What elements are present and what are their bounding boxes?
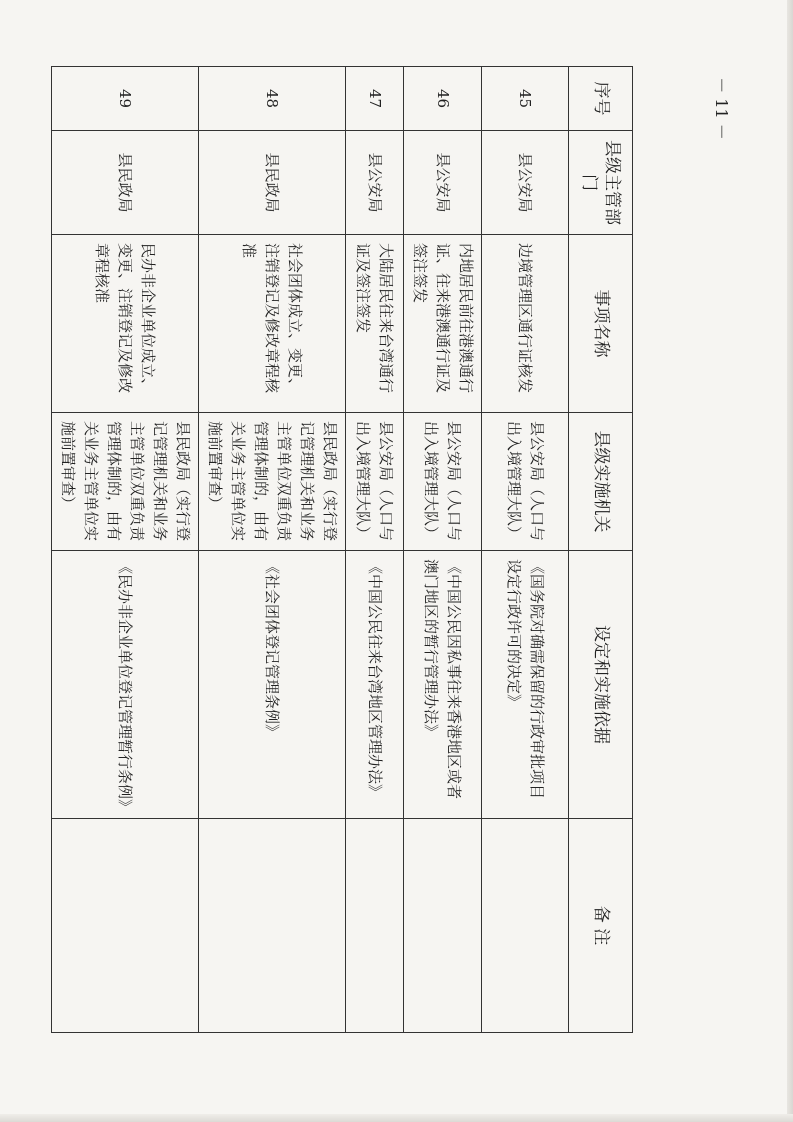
page-bottom-shadow [0,1114,793,1122]
cell-seq: 45 [482,67,569,131]
cell-seq: 49 [52,67,199,131]
cell-dept: 县民政局 [199,131,346,235]
cell-dept: 县公安局 [482,131,569,235]
approval-items-table [51,66,633,1033]
rotated-table-container [59,66,633,1032]
cell-note [346,819,404,1033]
cell-agency: 县公安局（人口与出入境管理大队） [404,413,482,551]
table-row [482,67,569,1033]
cell-item: 边境管理区通行证核发 [482,235,569,413]
cell-item: 内地居民前往港澳通行证、往来港澳通行证及签注签发 [404,235,482,413]
cell-agency: 县公安局（人口与出入境管理大队） [482,413,569,551]
header-note: 备 注 [569,819,633,1033]
cell-dept: 县公安局 [346,131,404,235]
cell-agency: 县民政局（实行登记管理机关和业务主管单位双重负责管理体制的，由有关业务主管单位实施前置审查） [52,413,199,551]
cell-item: 大陆居民往来台湾通行证及签注签发 [346,235,404,413]
page-number-text: － 11 － [711,76,731,140]
header-agency: 县级实施机关 [569,413,633,551]
table-row [52,67,199,1033]
cell-basis: 《中国公民往来台湾地区管理办法》 [346,551,404,819]
cell-basis: 《中国公民因私事往来香港地区或者澳门地区的暂行管理办法》 [404,551,482,819]
cell-seq: 46 [404,67,482,131]
header-basis: 设定和实施依据 [569,551,633,819]
cell-seq: 47 [346,67,404,131]
table-row [404,67,482,1033]
cell-note [404,819,482,1033]
table-row [199,67,346,1033]
cell-basis: 《社会团体登记管理条例》 [199,551,346,819]
page-number [712,78,732,138]
cell-basis: 《国务院对确需保留的行政审批项目设定行政许可的决定》 [482,551,569,819]
cell-note [52,819,199,1033]
cell-item: 民办非企业单位成立、变更、注销登记及修改章程核准 [52,235,199,413]
cell-dept: 县民政局 [52,131,199,235]
table-row [346,67,404,1033]
cell-item: 社会团体成立、变更、注销登记及修改章程核准 [199,235,346,413]
cell-note [482,819,569,1033]
cell-note [199,819,346,1033]
header-item: 事项名称 [569,235,633,413]
table-header-row [569,67,633,1033]
header-dept: 县级主管部门 [569,131,633,235]
cell-dept: 县公安局 [404,131,482,235]
cell-agency: 县民政局（实行登记管理机关和业务主管单位双重负责管理体制的，由有关业务主管单位实施前置审查） [199,413,346,551]
page-edge-shadow [787,0,793,1122]
header-seq: 序号 [569,67,633,131]
cell-seq: 48 [199,67,346,131]
cell-basis: 《民办非企业单位登记管理暂行条例》 [52,551,199,819]
cell-agency: 县公安局（人口与出入境管理大队） [346,413,404,551]
rotated-table-area [59,66,633,1032]
